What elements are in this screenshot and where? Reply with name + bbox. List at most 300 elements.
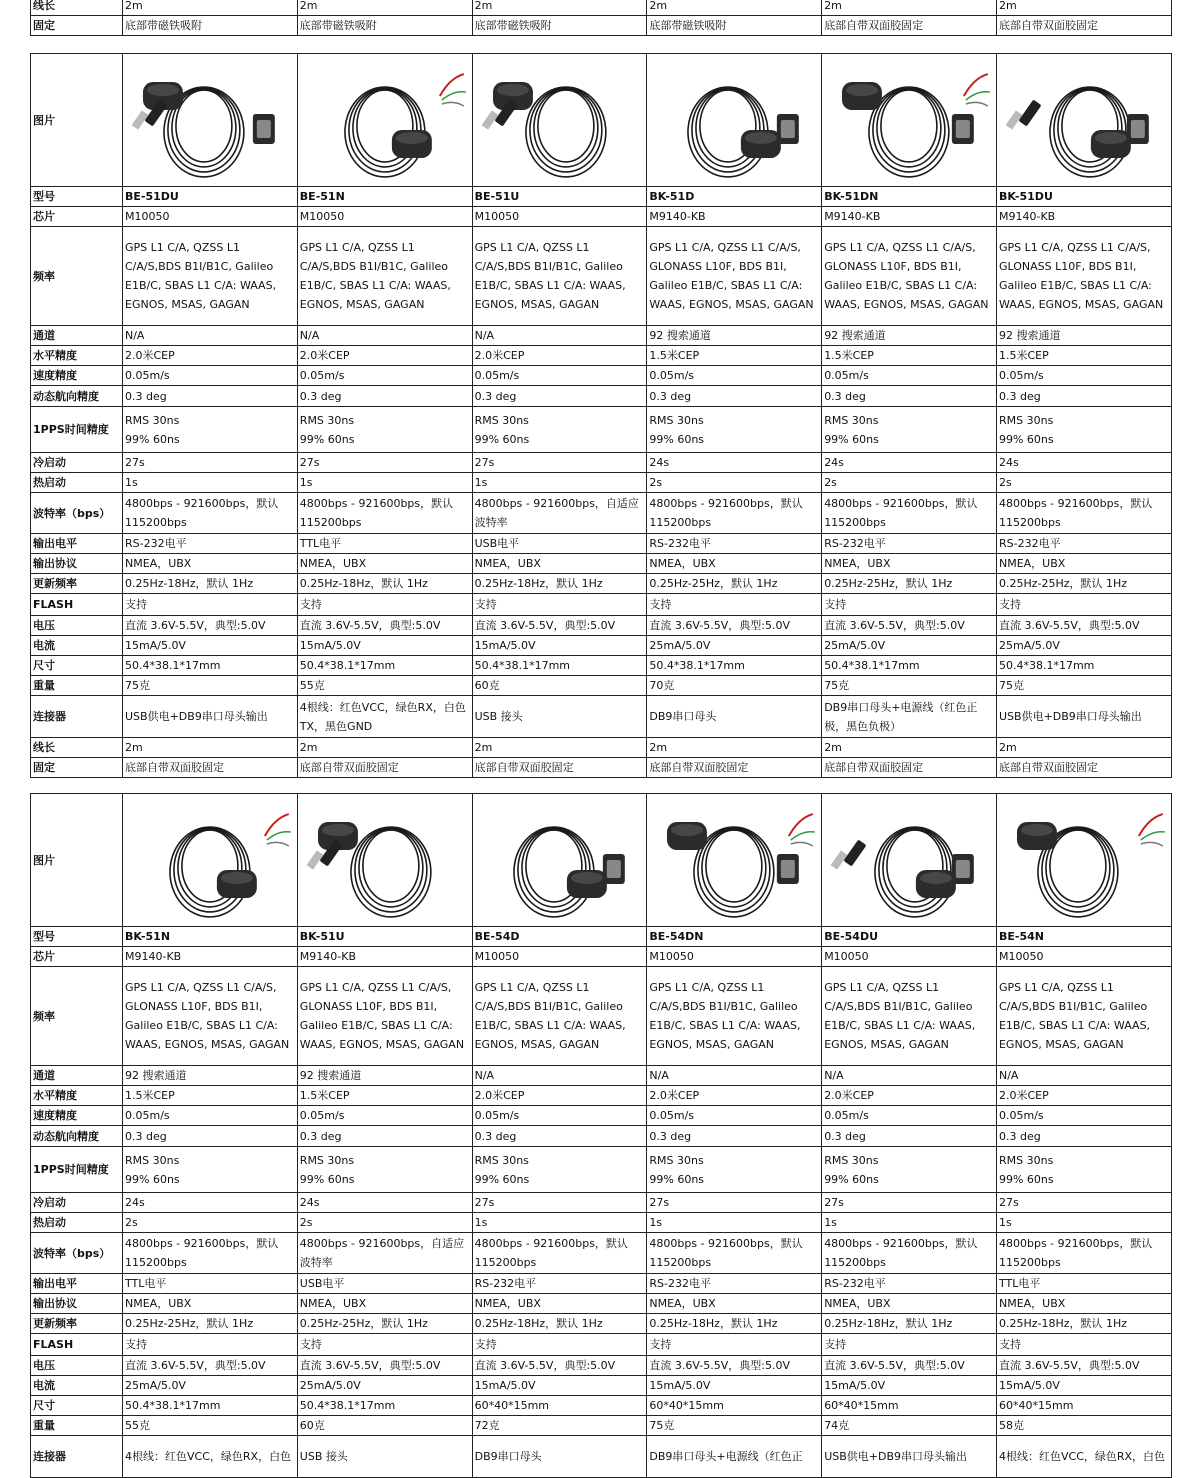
- spec-cell: GPS L1 C/A, QZSS L1 C/A/S,BDS B1I/B1C, Galileo E1B/C, SBAS L1 C/A: WAAS, EGNOS, MSAS, GAGAN: [822, 967, 997, 1066]
- spec-cell: [123, 794, 298, 927]
- spec-cell: 0.25Hz-25Hz，默认 1Hz: [297, 1314, 472, 1334]
- spec-cell: 25mA/5.0V: [123, 1376, 298, 1396]
- spec-cell: 1s: [996, 1213, 1171, 1233]
- row-cable: [31, 738, 1172, 758]
- spec-cell: 2m: [297, 0, 472, 16]
- spec-cell: M9140-KB: [297, 947, 472, 967]
- row-protocol: [31, 554, 1172, 574]
- spec-cell: 4根线：红色VCC，绿色RX，白色TX，黑色GND: [297, 696, 472, 738]
- row-flash: [31, 1334, 1172, 1356]
- spec-cell: USB 接头: [472, 696, 647, 738]
- spec-cell: 直流 3.6V-5.5V，典型:5.0V: [647, 1356, 822, 1376]
- row-heading-accuracy: [31, 1126, 1172, 1147]
- spec-cell: 92 搜索通道: [123, 1066, 298, 1086]
- product-photo: [475, 56, 645, 184]
- spec-cell: RMS 30ns 99% 60ns: [996, 1147, 1171, 1193]
- spec-cell: GPS L1 C/A, QZSS L1 C/A/S,BDS B1I/B1C, Galileo E1B/C, SBAS L1 C/A: WAAS, EGNOS, MSAS, GAGAN: [472, 227, 647, 326]
- product-photo: [649, 796, 819, 924]
- row-image: [31, 794, 1172, 927]
- row-label: 输出协议: [31, 554, 123, 574]
- spec-cell: 2m: [647, 0, 822, 16]
- spec-cell: N/A: [996, 1066, 1171, 1086]
- spec-cell: 0.25Hz-18Hz，默认 1Hz: [297, 574, 472, 594]
- spec-cell: M10050: [996, 947, 1171, 967]
- spec-cell: 2.0米CEP: [472, 1086, 647, 1106]
- spec-cell: 15mA/5.0V: [822, 1376, 997, 1396]
- spec-cell: 直流 3.6V-5.5V，典型:5.0V: [297, 1356, 472, 1376]
- row-image: [31, 54, 1172, 187]
- spec-cell: 支持: [822, 594, 997, 616]
- row-label: 动态航向精度: [31, 386, 123, 407]
- spec-cell: 1.5米CEP: [123, 1086, 298, 1106]
- spec-cell: 0.05m/s: [996, 1106, 1171, 1126]
- spec-cell: GPS L1 C/A, QZSS L1 C/A/S,BDS B1I/B1C, Galileo E1B/C, SBAS L1 C/A: WAAS, EGNOS, MSAS, GAGAN: [472, 967, 647, 1066]
- spec-cell: RMS 30ns 99% 60ns: [647, 407, 822, 453]
- spec-cell: NMEA，UBX: [996, 554, 1171, 574]
- spec-cell: 底部自带双面胶固定: [297, 758, 472, 778]
- spec-cell: 0.3 deg: [123, 1126, 298, 1147]
- spec-cell: 直流 3.6V-5.5V，典型:5.0V: [996, 1356, 1171, 1376]
- row-size: [31, 656, 1172, 676]
- spec-cell: 4800bps - 921600bps，默认115200bps: [822, 1233, 997, 1274]
- spec-cell: 15mA/5.0V: [472, 1376, 647, 1396]
- spec-cell: 1s: [822, 1213, 997, 1233]
- model-cell: BK-51N: [123, 927, 298, 947]
- spec-cell: 2m: [647, 738, 822, 758]
- spec-cell: NMEA，UBX: [472, 554, 647, 574]
- row-label: 电压: [31, 616, 123, 636]
- spec-cell: 50.4*38.1*17mm: [297, 1396, 472, 1416]
- row-label: 波特率（bps）: [31, 1233, 123, 1274]
- row-chip: [31, 207, 1172, 227]
- spec-cell: 支持: [123, 1334, 298, 1356]
- row-label: 更新频率: [31, 1314, 123, 1334]
- spec-cell: 4800bps - 921600bps，默认115200bps: [996, 493, 1171, 534]
- spec-cell: 2.0米CEP: [647, 1086, 822, 1106]
- spec-cell: M9140-KB: [123, 947, 298, 967]
- spec-cell: 75克: [123, 676, 298, 696]
- spec-cell: 0.05m/s: [472, 1106, 647, 1126]
- spec-cell: 直流 3.6V-5.5V，典型:5.0V: [472, 1356, 647, 1376]
- product-photo: [999, 796, 1169, 924]
- row-chip: [31, 947, 1172, 967]
- row-channels: [31, 1066, 1172, 1086]
- row-baud: [31, 1233, 1172, 1274]
- spec-cell: USB 接头: [297, 1436, 472, 1478]
- row-cold-start: [31, 453, 1172, 473]
- spec-cell: 底部带磁铁吸附: [297, 16, 472, 36]
- bare-wire-puck-antenna-icon: [999, 796, 1169, 924]
- spec-cell: TTL电平: [123, 1274, 298, 1294]
- spec-cell: 60*40*15mm: [822, 1396, 997, 1416]
- row-label: 频率: [31, 227, 123, 326]
- db9-puck-antenna-icon: [475, 796, 645, 924]
- spec-cell: NMEA，UBX: [123, 554, 298, 574]
- row-label: FLASH: [31, 1334, 123, 1356]
- spec-cell: DB9串口母头+电源线（红色正: [647, 1436, 822, 1478]
- row-label: 速度精度: [31, 366, 123, 386]
- spec-cell: 27s: [647, 1193, 822, 1213]
- spec-cell: 直流 3.6V-5.5V，典型:5.0V: [996, 616, 1171, 636]
- spec-cell: 75克: [647, 1416, 822, 1436]
- row-label: 输出电平: [31, 534, 123, 554]
- row-flash: [31, 594, 1172, 616]
- product-photo: [300, 796, 470, 924]
- spec-cell: 2m: [996, 738, 1171, 758]
- row-channels: [31, 326, 1172, 346]
- row-update-rate: [31, 574, 1172, 594]
- spec-cell: N/A: [472, 326, 647, 346]
- row-hot-start: [31, 473, 1172, 493]
- spec-cell: 15mA/5.0V: [472, 636, 647, 656]
- row-label: 波特率（bps）: [31, 493, 123, 534]
- spec-cell: 60克: [472, 676, 647, 696]
- spec-cell: 2m: [123, 0, 298, 16]
- spec-cell: 4800bps - 921600bps，默认115200bps: [472, 1233, 647, 1274]
- row-hot-start: [31, 1213, 1172, 1233]
- spec-cell: RMS 30ns 99% 60ns: [123, 407, 298, 453]
- model-cell: BE-54DN: [647, 927, 822, 947]
- spec-cell: RS-232电平: [647, 1274, 822, 1294]
- spec-cell: USB供电+DB9串口母头输出: [123, 696, 298, 738]
- spec-cell: 底部自带双面胶固定: [996, 16, 1171, 36]
- row-label: 固定: [31, 758, 123, 778]
- spec-cell: 2s: [822, 473, 997, 493]
- spec-cell: 4800bps - 921600bps，默认115200bps: [647, 493, 822, 534]
- row-output-level: [31, 534, 1172, 554]
- spec-cell: 0.25Hz-25Hz，默认 1Hz: [996, 574, 1171, 594]
- spec-cell: 直流 3.6V-5.5V，典型:5.0V: [472, 616, 647, 636]
- spec-cell: 2m: [822, 0, 997, 16]
- spec-cell: 0.05m/s: [647, 366, 822, 386]
- spec-cell: M10050: [123, 207, 298, 227]
- spec-cell: 1.5米CEP: [996, 346, 1171, 366]
- spec-cell: RS-232电平: [822, 1274, 997, 1294]
- row-label: 型号: [31, 187, 123, 207]
- spec-cell: DB9串口母头: [472, 1436, 647, 1478]
- spec-cell: 24s: [822, 453, 997, 473]
- row-protocol: [31, 1294, 1172, 1314]
- spec-cell: 2s: [647, 473, 822, 493]
- spec-cell: 15mA/5.0V: [647, 1376, 822, 1396]
- spec-cell: USB供电+DB9串口母头输出: [996, 696, 1171, 738]
- product-photo: [300, 56, 470, 184]
- row-label: 芯片: [31, 207, 123, 227]
- spec-cell: 0.3 deg: [996, 1126, 1171, 1147]
- spec-cell: 1s: [297, 473, 472, 493]
- spec-cell: N/A: [647, 1066, 822, 1086]
- spec-cell: 0.25Hz-18Hz，默认 1Hz: [822, 1314, 997, 1334]
- spec-cell: NMEA，UBX: [123, 1294, 298, 1314]
- spec-cell: GPS L1 C/A, QZSS L1 C/A/S,BDS B1I/B1C, Galileo E1B/C, SBAS L1 C/A: WAAS, EGNOS, MSAS, GAGAN: [996, 967, 1171, 1066]
- spec-cell: 15mA/5.0V: [996, 1376, 1171, 1396]
- model-cell: BE-54D: [472, 927, 647, 947]
- db9-puck-antenna-icon: [649, 56, 819, 184]
- table-row: [31, 16, 1172, 36]
- spec-cell: RS-232电平: [123, 534, 298, 554]
- spec-cell: RMS 30ns 99% 60ns: [647, 1147, 822, 1193]
- row-label: 1PPS时间精度: [31, 1147, 123, 1193]
- spec-cell: 2.0米CEP: [996, 1086, 1171, 1106]
- row-size: [31, 1396, 1172, 1416]
- spec-cell: RMS 30ns 99% 60ns: [822, 1147, 997, 1193]
- spec-cell: M9140-KB: [647, 207, 822, 227]
- row-label: 热启动: [31, 473, 123, 493]
- row-connector: [31, 696, 1172, 738]
- spec-cell: RMS 30ns 99% 60ns: [472, 1147, 647, 1193]
- spec-cell: 2s: [996, 473, 1171, 493]
- spec-cell: [647, 54, 822, 187]
- spec-cell: 4800bps - 921600bps，自适应波特率: [297, 1233, 472, 1274]
- spec-cell: 支持: [472, 1334, 647, 1356]
- spec-cell: [472, 54, 647, 187]
- spec-cell: 15mA/5.0V: [123, 636, 298, 656]
- spec-cell: M10050: [472, 207, 647, 227]
- row-cold-start: [31, 1193, 1172, 1213]
- spec-cell: 0.3 deg: [647, 1126, 822, 1147]
- model-cell: BE-51DU: [123, 187, 298, 207]
- spec-cell: 0.3 deg: [472, 386, 647, 407]
- table-row: [31, 0, 1172, 16]
- spec-cell: 4800bps - 921600bps，默认115200bps: [996, 1233, 1171, 1274]
- spec-cell: 0.05m/s: [123, 1106, 298, 1126]
- model-cell: BE-51N: [297, 187, 472, 207]
- spec-cell: GPS L1 C/A, QZSS L1 C/A/S, GLONASS L10F, BDS B1I, Galileo E1B/C, SBAS L1 C/A: WAAS, EGNOS, MSAS, GAGAN: [123, 967, 298, 1066]
- spec-cell: NMEA，UBX: [297, 1294, 472, 1314]
- spec-cell: 1s: [647, 1213, 822, 1233]
- spec-cell: RMS 30ns 99% 60ns: [822, 407, 997, 453]
- spec-cell: 25mA/5.0V: [297, 1376, 472, 1396]
- spec-cell: 0.3 deg: [647, 386, 822, 407]
- spec-cell: RMS 30ns 99% 60ns: [996, 407, 1171, 453]
- spec-cell: M10050: [472, 947, 647, 967]
- spec-cell: 4800bps - 921600bps，默认115200bps: [647, 1233, 822, 1274]
- row-label: 热启动: [31, 1213, 123, 1233]
- spec-cell: 27s: [822, 1193, 997, 1213]
- spec-cell: 2m: [123, 738, 298, 758]
- spec-cell: 60克: [297, 1416, 472, 1436]
- spec-cell: 0.05m/s: [996, 366, 1171, 386]
- bare-wire-puck-antenna-icon: [300, 56, 470, 184]
- model-cell: BK-51DU: [996, 187, 1171, 207]
- spec-cell: 0.3 deg: [822, 1126, 997, 1147]
- spec-cell: 74克: [822, 1416, 997, 1436]
- spec-cell: 1.5米CEP: [822, 346, 997, 366]
- row-frequency: [31, 967, 1172, 1066]
- row-label: 冷启动: [31, 1193, 123, 1213]
- spec-cell: 60*40*15mm: [647, 1396, 822, 1416]
- spec-cell: 底部带磁铁吸附: [647, 16, 822, 36]
- spec-cell: 支持: [647, 1334, 822, 1356]
- spec-cell: 4800bps - 921600bps，默认115200bps: [123, 493, 298, 534]
- spec-cell: TTL电平: [996, 1274, 1171, 1294]
- spec-cell: 24s: [123, 1193, 298, 1213]
- spec-cell: 2.0米CEP: [123, 346, 298, 366]
- spec-cell: 50.4*38.1*17mm: [647, 656, 822, 676]
- spec-cell: 4根线：红色VCC，绿色RX，白色: [123, 1436, 298, 1478]
- spec-cell: 0.3 deg: [472, 1126, 647, 1147]
- spec-cell: 0.05m/s: [822, 1106, 997, 1126]
- spec-cell: 50.4*38.1*17mm: [472, 656, 647, 676]
- spec-cell: M10050: [647, 947, 822, 967]
- spec-cell: [822, 54, 997, 187]
- model-cell: BK-51D: [647, 187, 822, 207]
- spec-cell: RS-232电平: [996, 534, 1171, 554]
- row-model: [31, 927, 1172, 947]
- spec-table-1: [30, 53, 1172, 778]
- spec-cell: 1s: [472, 1213, 647, 1233]
- spec-cell: 0.05m/s: [822, 366, 997, 386]
- spec-cell: DB9串口母头+电源线（红色正极，黑色负极）: [822, 696, 997, 738]
- row-label: 重量: [31, 1416, 123, 1436]
- row-model: [31, 187, 1172, 207]
- spec-table-2: [30, 793, 1172, 1478]
- spec-cell: 2s: [123, 1213, 298, 1233]
- spec-cell: 0.25Hz-18Hz，默认 1Hz: [472, 574, 647, 594]
- row-label: 输出电平: [31, 1274, 123, 1294]
- spec-cell: 0.05m/s: [123, 366, 298, 386]
- spec-cell: 底部带磁铁吸附: [123, 16, 298, 36]
- spec-cell: 4800bps - 921600bps，默认115200bps: [123, 1233, 298, 1274]
- spec-cell: 27s: [297, 453, 472, 473]
- spec-cell: 4800bps - 921600bps，默认115200bps: [297, 493, 472, 534]
- spec-cell: M10050: [297, 207, 472, 227]
- product-photo: [824, 56, 994, 184]
- spec-cell: 1.5米CEP: [297, 1086, 472, 1106]
- spec-cell: 55克: [297, 676, 472, 696]
- spec-cell: M9140-KB: [822, 207, 997, 227]
- row-pps: [31, 407, 1172, 453]
- spec-cell: 2.0米CEP: [297, 346, 472, 366]
- spec-cell: 底部带磁铁吸附: [472, 16, 647, 36]
- spec-cell: 27s: [996, 1193, 1171, 1213]
- spec-cell: 15mA/5.0V: [297, 636, 472, 656]
- db9-power-wire-puck-antenna-icon: [649, 796, 819, 924]
- spec-cell: 2m: [472, 738, 647, 758]
- spec-table-previous: [30, 0, 1172, 36]
- spec-cell: GPS L1 C/A, QZSS L1 C/A/S, GLONASS L10F, BDS B1I, Galileo E1B/C, SBAS L1 C/A: WAAS, EGNOS, MSAS, GAGAN: [647, 227, 822, 326]
- row-label: 芯片: [31, 947, 123, 967]
- spec-cell: NMEA，UBX: [647, 1294, 822, 1314]
- spec-cell: RMS 30ns 99% 60ns: [297, 407, 472, 453]
- spec-cell: [822, 794, 997, 927]
- spec-cell: 4根线：红色VCC，绿色RX，白色: [996, 1436, 1171, 1478]
- spec-cell: 70克: [647, 676, 822, 696]
- spec-cell: 1s: [472, 473, 647, 493]
- row-weight: [31, 676, 1172, 696]
- spec-cell: 0.05m/s: [647, 1106, 822, 1126]
- model-cell: BE-51U: [472, 187, 647, 207]
- spec-cell: 72克: [472, 1416, 647, 1436]
- usb-puck-antenna-icon: [475, 56, 645, 184]
- spec-cell: 底部自带双面胶固定: [647, 758, 822, 778]
- spec-cell: 0.3 deg: [297, 1126, 472, 1147]
- spec-cell: 0.25Hz-25Hz，默认 1Hz: [123, 1314, 298, 1334]
- spec-cell: 4800bps - 921600bps，默认115200bps: [822, 493, 997, 534]
- spec-cell: TTL电平: [297, 534, 472, 554]
- spec-cell: 支持: [996, 1334, 1171, 1356]
- row-label: 图片: [31, 54, 123, 187]
- spec-cell: 直流 3.6V-5.5V，典型:5.0V: [123, 1356, 298, 1376]
- row-label: 线长: [31, 0, 123, 16]
- spec-cell: 58克: [996, 1416, 1171, 1436]
- spec-cell: 底部自带双面胶固定: [472, 758, 647, 778]
- spec-cell: M10050: [822, 947, 997, 967]
- spec-cell: USB电平: [472, 534, 647, 554]
- spec-cell: 50.4*38.1*17mm: [123, 1396, 298, 1416]
- spec-cell: 92 搜索通道: [996, 326, 1171, 346]
- row-label: 尺寸: [31, 656, 123, 676]
- usb-db9-puck-antenna-icon: [125, 56, 295, 184]
- row-heading-accuracy: [31, 386, 1172, 407]
- row-mounting: [31, 758, 1172, 778]
- row-label: 连接器: [31, 1436, 123, 1478]
- spec-cell: 0.3 deg: [996, 386, 1171, 407]
- spec-cell: [297, 54, 472, 187]
- spec-cell: 27s: [123, 453, 298, 473]
- spec-cell: 1.5米CEP: [647, 346, 822, 366]
- spec-cell: GPS L1 C/A, QZSS L1 C/A/S, GLONASS L10F, BDS B1I, Galileo E1B/C, SBAS L1 C/A: WAAS, EGNOS, MSAS, GAGAN: [996, 227, 1171, 326]
- row-output-level: [31, 1274, 1172, 1294]
- spec-cell: RMS 30ns 99% 60ns: [472, 407, 647, 453]
- row-update-rate: [31, 1314, 1172, 1334]
- spec-cell: 0.05m/s: [472, 366, 647, 386]
- row-voltage: [31, 1356, 1172, 1376]
- row-frequency: [31, 227, 1172, 326]
- spec-cell: 1s: [123, 473, 298, 493]
- spec-cell: N/A: [297, 326, 472, 346]
- spec-cell: 0.3 deg: [822, 386, 997, 407]
- spec-cell: GPS L1 C/A, QZSS L1 C/A/S,BDS B1I/B1C, Galileo E1B/C, SBAS L1 C/A: WAAS, EGNOS, MSAS, GAGAN: [647, 967, 822, 1066]
- model-cell: BE-54N: [996, 927, 1171, 947]
- spec-cell: NMEA，UBX: [297, 554, 472, 574]
- spec-cell: [123, 54, 298, 187]
- spec-cell: [996, 54, 1171, 187]
- row-current: [31, 636, 1172, 656]
- spec-cell: 底部自带双面胶固定: [123, 758, 298, 778]
- spec-cell: RS-232电平: [647, 534, 822, 554]
- spec-cell: 直流 3.6V-5.5V，典型:5.0V: [647, 616, 822, 636]
- spec-cell: 直流 3.6V-5.5V，典型:5.0V: [822, 1356, 997, 1376]
- usb-db9-puck-antenna-icon: [824, 796, 994, 924]
- spec-cell: 2s: [297, 1213, 472, 1233]
- row-label: 通道: [31, 1066, 123, 1086]
- spec-cell: NMEA，UBX: [647, 554, 822, 574]
- product-photo: [999, 56, 1169, 184]
- row-horizontal-accuracy: [31, 346, 1172, 366]
- spec-cell: 24s: [996, 453, 1171, 473]
- spec-cell: 支持: [647, 594, 822, 616]
- spec-cell: M9140-KB: [996, 207, 1171, 227]
- row-connector: [31, 1436, 1172, 1478]
- spec-cell: RMS 30ns 99% 60ns: [297, 1147, 472, 1193]
- spec-cell: 50.4*38.1*17mm: [123, 656, 298, 676]
- spec-cell: RMS 30ns 99% 60ns: [123, 1147, 298, 1193]
- spec-cell: 2m: [297, 738, 472, 758]
- spec-cell: 直流 3.6V-5.5V，典型:5.0V: [822, 616, 997, 636]
- product-photo: [125, 796, 295, 924]
- usb-puck-antenna-icon: [300, 796, 470, 924]
- spec-cell: 55克: [123, 1416, 298, 1436]
- spec-cell: GPS L1 C/A, QZSS L1 C/A/S, GLONASS L10F, BDS B1I, Galileo E1B/C, SBAS L1 C/A: WAAS, EGNOS, MSAS, GAGAN: [297, 967, 472, 1066]
- row-label: 型号: [31, 927, 123, 947]
- spec-cell: RS-232电平: [472, 1274, 647, 1294]
- row-label: 图片: [31, 794, 123, 927]
- row-label: 电流: [31, 636, 123, 656]
- spec-cell: 支持: [822, 1334, 997, 1356]
- spec-cell: RS-232电平: [822, 534, 997, 554]
- row-label: 更新频率: [31, 574, 123, 594]
